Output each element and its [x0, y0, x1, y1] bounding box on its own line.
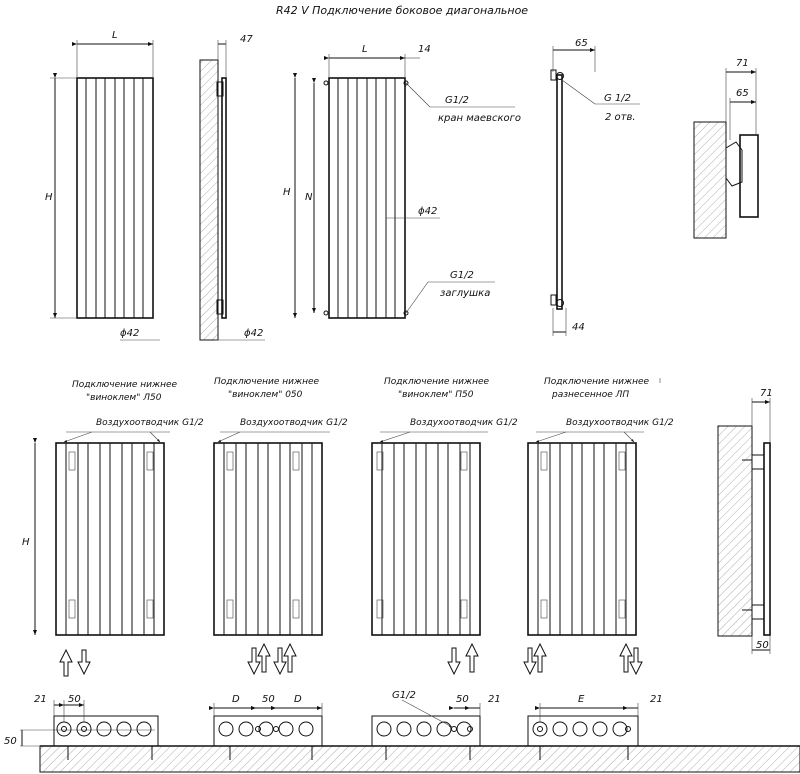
variant-2-title: Подключение нижнее — [214, 377, 320, 387]
variant-1-subtitle: "виноклем" Л50 — [86, 393, 162, 403]
plan-dim-50-c: 50 — [456, 694, 469, 705]
front-dim-diameter: ϕ42 — [120, 328, 140, 339]
variant-1-title: Подключение нижнее — [72, 380, 178, 390]
side-dim-diameter: ϕ42 — [244, 328, 264, 339]
bottom-side-view — [718, 388, 773, 654]
plan-dim-E: E — [578, 694, 585, 705]
rside-2-holes: 2 отв. — [605, 112, 636, 123]
tech-dim-diameter: ϕ42 — [418, 206, 438, 217]
detail-dim-71: 71 — [736, 58, 749, 69]
variant-4-subtitle: разнесенное ЛП — [552, 390, 630, 400]
plan-dim-21-c: 21 — [650, 694, 663, 705]
plan-dim-50-vertical: 50 — [4, 736, 17, 747]
plan-dim-21-a: 21 — [34, 694, 47, 705]
callout-g12-plug: G1/2 — [450, 270, 474, 281]
page-title: R42 V Подключение боковое диагональное — [276, 4, 529, 17]
variant-2 — [214, 377, 348, 674]
plan-dim-D-1: D — [232, 694, 240, 705]
variant-1-air-vent: Воздухоотводчик G1/2 — [96, 418, 204, 428]
plan-view — [4, 690, 800, 772]
tech-dim-N: N — [305, 192, 313, 203]
side-view — [200, 34, 265, 340]
variant-1 — [22, 380, 204, 676]
variant-3-air-vent: Воздухоотводчик G1/2 — [410, 418, 518, 428]
variant-2-air-vent: Воздухоотводчик G1/2 — [240, 418, 348, 428]
variant-3 — [372, 377, 518, 674]
plan-dim-50-a: 50 — [68, 694, 81, 705]
tech-dim-L: L — [362, 44, 368, 55]
bottom-dim-H: H — [22, 537, 30, 548]
front-dim-L: L — [112, 30, 118, 41]
variant-3-title: Подключение нижнее — [384, 377, 490, 387]
rside-dim-44: 44 — [572, 322, 585, 333]
plan-g12: G1/2 — [392, 690, 416, 701]
plan-dim-50-b: 50 — [262, 694, 275, 705]
variant-4-title: Подключение нижнее — [544, 377, 650, 387]
callout-mayevsky-tap: кран маевского — [438, 113, 521, 124]
callout-plug: заглушка — [440, 288, 491, 299]
variant-4 — [524, 377, 674, 674]
right-side-profile — [551, 38, 640, 336]
detail-dim-65: 65 — [736, 88, 749, 99]
side-dim-47: 47 — [240, 34, 253, 45]
bottom-side-dim-71: 71 — [760, 388, 773, 399]
tech-dim-14: 14 — [418, 44, 431, 55]
front-dim-H: H — [45, 192, 53, 203]
rside-g12: G 1/2 — [604, 93, 632, 104]
mount-detail — [694, 58, 758, 238]
plan-dim-21-b: 21 — [488, 694, 501, 705]
variant-2-subtitle: "виноклем" 050 — [228, 390, 303, 400]
tech-dim-H: H — [283, 187, 291, 198]
bottom-side-dim-50: 50 — [756, 640, 769, 651]
rside-dim-65: 65 — [575, 38, 588, 49]
callout-g12-tap: G1/2 — [445, 95, 469, 106]
front-view — [45, 30, 160, 340]
variant-3-subtitle: "виноклем" П50 — [398, 390, 474, 400]
tech-front-view — [283, 44, 521, 318]
variant-4-air-vent: Воздухоотводчик G1/2 — [566, 418, 674, 428]
plan-dim-D-2: D — [294, 694, 302, 705]
